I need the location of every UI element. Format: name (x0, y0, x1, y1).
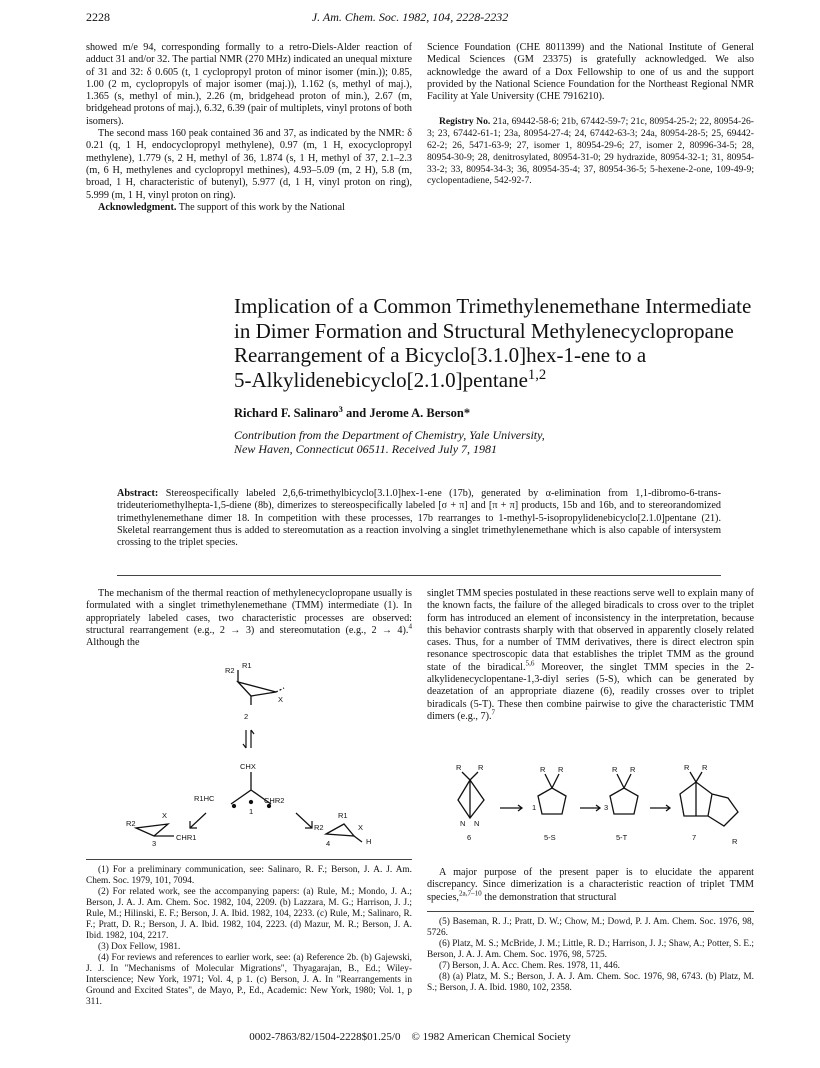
scheme-5-7 (440, 760, 760, 860)
author-1-sup: 3 (338, 403, 343, 414)
label-spin-3: 3 (604, 803, 609, 812)
title-line-3: Rearrangement of a Bicyclo[3.1.0]hex-1-ene to a (234, 343, 647, 367)
footnote-3: (3) Dox Fellow, 1981. (98, 942, 181, 952)
footnote-8: (8) (a) Platz, M. S.; Berson, J. A. J. Am. Chem. Soc. 1976, 98, 6743. (b) Platz, M. S.; Berson, J. A. Ibid. 1980, 102, 2358. (427, 972, 754, 993)
label-r1hc: R1HC (194, 794, 215, 803)
purpose-paragraph (427, 867, 754, 904)
page-number: 2228 (86, 10, 110, 24)
affiliation-line-2: New Haven, Connecticut 06511. Received July 7, 1981 (234, 442, 498, 456)
label-r2-top: R2 (225, 666, 235, 675)
body-right-column (427, 588, 754, 723)
label-compound-2: 2 (244, 712, 249, 721)
nmr-paragraph-1: showed m/e 94, corresponding formally to a retro-Diels-Alder reaction of adduct 31 and/or 32. The partial NMR (270 MHz) indicated an unequal mixture of 31 and 32: δ 0.605 (t, 1 cyclopropyl proton of minor isomer (min.)); 0.85, 1.00 (2 m, cyclopropyls of major isomer (maj.)), 1.162 (s, methyl of maj.), 1.365 (s, methyl of min.), 2.26 (m, bridgehead proton of min.), 2.67 (m, bridgehead protons of maj.), 6.32, 6.39 (pair of multiplets, vinyl protons of both isomers). (86, 42, 412, 127)
discussion-text-b: Moreover, the singlet TMM species in the 2-alkylidenecyclopentane-1,3-diyl series (5-S), which can be generated by deazetation of an appropriate diazene (6), readily crosses over to triplet biradicals (5-T). These then combine pairwise to give the characteristic TMM dimers (e.g., 7). (427, 661, 754, 722)
label-x-3: X (162, 811, 168, 820)
label-r-5t-a: R (612, 765, 618, 774)
label-r-6b: R (478, 763, 484, 772)
footnote-2: (2) For related work, see the accompanying papers: (a) Rule, M.; Mondo, J. A.; Berson, J. A. J. Am. Chem. Soc. 1982, 104, 2209. (b) Lazzara, M. G.; Harrison, J. J.; Rule, M.; Hilinski, E. F.; Berson, J. A. Ibid. 1982, 104, 2233. (c) Rule, M.; Salinaro, R. F.; Pratt, D. R.; Berson, J. A. Ibid. 1982, 104, 2223. (d) Mazur, M. R.; Berson, J. A. Ibid. 1982, 104, 2217. (86, 887, 412, 941)
journal-citation: J. Am. Chem. Soc. 1982, 104, 2228-2232 (311, 10, 509, 24)
abstract-rule (117, 575, 721, 576)
intro-sup: 4 (408, 622, 412, 631)
purpose-text: A major purpose of the present paper is to elucidate the apparent discrepancy. Since dimerization is a characteristic reaction of triplet TMM species, (427, 867, 754, 903)
equilibrium-arrows (243, 730, 254, 748)
body-left-column (86, 588, 412, 649)
footnotes-left (86, 865, 412, 1008)
page-footer (0, 1031, 820, 1043)
label-r-5s-b: R (558, 765, 564, 774)
label-x-top: X (278, 695, 284, 704)
label-compound-3: 3 (152, 839, 157, 846)
abstract (117, 488, 721, 549)
author-and: and (346, 406, 367, 420)
label-r2-4: R2 (314, 823, 324, 832)
purpose-end: the demonstration that structural (484, 891, 617, 903)
intro-end: Although the (86, 637, 140, 649)
label-spin-1: 1 (532, 803, 537, 812)
label-chx: CHX (240, 762, 256, 771)
label-r1-4: R1 (338, 811, 348, 820)
label-r-6a: R (456, 763, 462, 772)
footnote-1: (1) For a preliminary communication, see: Salinaro, R. F.; Berson, J. A. J. Am. Chem. Soc. 1979, 101, 7094. (86, 865, 412, 886)
footnote-6: (6) Platz, M. S.; McBride, J. M.; Little, R. D.; Harrison, J. J.; Shaw, A.; Potter, S. E.; Berson, J. A. J. Am. Chem. Soc. 1976, 98, 5725. (427, 939, 754, 960)
label-compound-5t: 5-T (616, 833, 628, 842)
discussion-paragraph (427, 588, 754, 723)
scheme-5-7-drawing (458, 772, 738, 826)
label-h-4: H (366, 837, 372, 846)
title-line-4: 5-Alkylidenebicyclo[2.1.0]pentane (234, 367, 528, 392)
label-r-7a: R (684, 763, 690, 772)
label-chr2: CHR2 (264, 796, 285, 805)
top-right-column (427, 42, 754, 187)
acknowledgment-label: Acknowledgment. (98, 201, 177, 213)
footnote-rule-left (86, 859, 412, 860)
discussion-sup-b: 7 (491, 708, 496, 717)
label-r-7b: R (702, 763, 708, 772)
scheme-1-4 (86, 656, 416, 846)
footer-copyright: © 1982 American Chemical Society (411, 1031, 571, 1043)
acknowledgment-text: The support of this work by the National (178, 201, 345, 213)
footnote-5: (5) Baseman, R. J.; Pratt, D. W.; Chow, M.; Dowd, P. J. Am. Chem. Soc. 1976, 98, 5726. (427, 917, 754, 938)
registry-text: 21a, 69442-58-6; 21b, 67442-59-7; 21c, 80954-25-2; 22, 80954-26-3; 23, 67442-61-1; 23a, 80954-27-4; 24, 67442-63-3; 24a, 80954-28-5; 25, 69442-62-2; 26, 5471-63-9; 27, isomer 1, 80954-29-6; 27, isomer 2, 80996-34-5; 28, 80954-30-9; 28, denitrosylated, 80954-31-0; 29 hydrazide, 80954-32-1; 31, 80954-33-2; 33, 80954-34-3; 36, 80954-35-4; 37, 80954-36-5; 5-hexene-2-one, 109-49-9; cyclopentadiene, 542-92-7. (427, 116, 754, 187)
page-header (0, 10, 820, 30)
label-r-7c: R (732, 837, 738, 846)
label-compound-7: 7 (692, 833, 697, 842)
acknowledgment-continued: Science Foundation (CHE 8011399) and the National Institute of General Medical Sciences (GM 23375) is gratefully acknowledged. We also acknowledge the award of a Dox Fellowship to one of us and the support provided by the National Science Foundation for the Northeast Regional NMR Facility at Yale University (CHE 7916210). (427, 42, 754, 103)
author-1: Richard F. Salinaro (234, 406, 339, 420)
affiliation-line-1: Contribution from the Department of Chemistry, Yale University, (234, 428, 545, 442)
footnote-4: (4) For reviews and references to earlier work, see: (a) Reference 2b. (b) Gajewski, J. J. In "Mechanisms of Molecular Migrations", Thyagarajan, B., Ed.; Wiley-Interscience; New York, 1971; Vol. 4, p 1. (c) Berson, J. A. In "Rearrangements in Ground and Excited States", de Mayo, P., Ed., Academic: New York, 1980; Vol. 1, p 311. (86, 953, 412, 1007)
label-x-4: X (358, 823, 364, 832)
label-r-5s-a: R (540, 765, 546, 774)
abstract-label: Abstract: (117, 488, 159, 499)
affiliation (234, 428, 754, 456)
footnote-rule-right (427, 911, 754, 912)
structure-1-labels (194, 762, 284, 816)
label-r-5t-b: R (630, 765, 636, 774)
label-chr1: CHR1 (176, 833, 197, 842)
title-superscript: 1,2 (527, 366, 547, 383)
label-n-a: N (460, 819, 466, 828)
footnotes-right (427, 917, 754, 994)
label-r1-top: R1 (242, 661, 252, 670)
footer-code: 0002-7863/82/1504-2228$01.25/0 (249, 1031, 401, 1043)
registry-numbers (427, 116, 754, 187)
nmr-paragraph-2: The second mass 160 peak contained 36 and 37, as indicated by the NMR: δ 0.21 (q, 1 H, endocyclopropyl methylene), 0.97 (m, 1 H, exocyclopropyl methylene), 1.779 (s, 2 H, methyl of 36, 1.874 (s, 1 H, methyl of 37, 2.1–2.3 (m, 6 H, methylenes and cyclopropyl methines), 4.93–5.09 (m, 2 H), 5.8 (m, broad, 1 H, characteristic of butenyl), 5.977 (d, 1 H, vinyl proton on ring), 5.999 (m, 1 H, vinyl proton on ring). (86, 128, 412, 201)
registry-label: Registry No. (439, 116, 491, 128)
label-r2-3: R2 (126, 819, 136, 828)
acknowledgment (86, 202, 412, 214)
discussion-sup-a: 5,6 (525, 659, 535, 668)
intro-paragraph (86, 588, 412, 649)
discussion-text-a: singlet TMM species postulated in these reactions serve well to explain many of the known facts, the failure of the alleged biradicals to cross over to the triplet form has introduced an element of inconsistency in the interpretation, because this behavior contrasts sharply with that observed in apparently closely related cases. Thus, for a number of TMM derivatives, there is direct electron spin resonance spectroscopic data that establishes the triplet TMM as the ground state of the biradical. (427, 588, 754, 673)
authors (234, 403, 471, 421)
label-compound-4: 4 (326, 839, 331, 846)
author-2: Jerome A. Berson* (369, 406, 471, 420)
title-line-1: Implication of a Common Trimethylenemethane Intermediate (234, 294, 752, 318)
label-compound-1: 1 (249, 807, 254, 816)
label-compound-6: 6 (467, 833, 472, 842)
intro-text: The mechanism of the thermal reaction of methylenecyclopropane usually is formulated with a singlet trimethylenemethane (TMM) intermediate (1). In appropriately labeled cases, two characteristic processes are observed: structural rearrangement (e.g., 2 → 3) and stereomutation (e.g., 2 → 4). (86, 588, 412, 636)
article-title (234, 294, 794, 392)
purpose-sup: 2a,7–10 (458, 889, 482, 898)
label-compound-5s: 5-S (544, 833, 556, 842)
title-line-2: in Dimer Formation and Structural Methylenecyclopropane (234, 318, 734, 343)
label-n-b: N (474, 819, 480, 828)
footnote-7: (7) Berson, J. A. Acc. Chem. Res. 1978, 11, 446. (439, 961, 620, 971)
top-left-column (86, 42, 412, 214)
abstract-text: Stereospecifically labeled 2,6,6-trimethylbicyclo[3.1.0]hex-1-ene (17b), generated by α-elimination from 1,1-dibromo-6-trans-trideuteriomethylhepta-1,5-diene (8b), dimerizes to stereospecifically labeled [σ + π] and [π + π] products, 15b and 16b, and to stereorandomized trimethylenemethane dimer 18. In competition with these processes, 17b rearranges to 1-methyl-5-isopropylidenebicyclo[2.1.0]pentane (21). Skeletal rearrangement thus is added to stereomutation as a reaction involving a singlet trimethylenemethane which is also capable of intersystem crossing to the triplet species. (117, 488, 722, 549)
body-right-column-continued (427, 867, 754, 904)
